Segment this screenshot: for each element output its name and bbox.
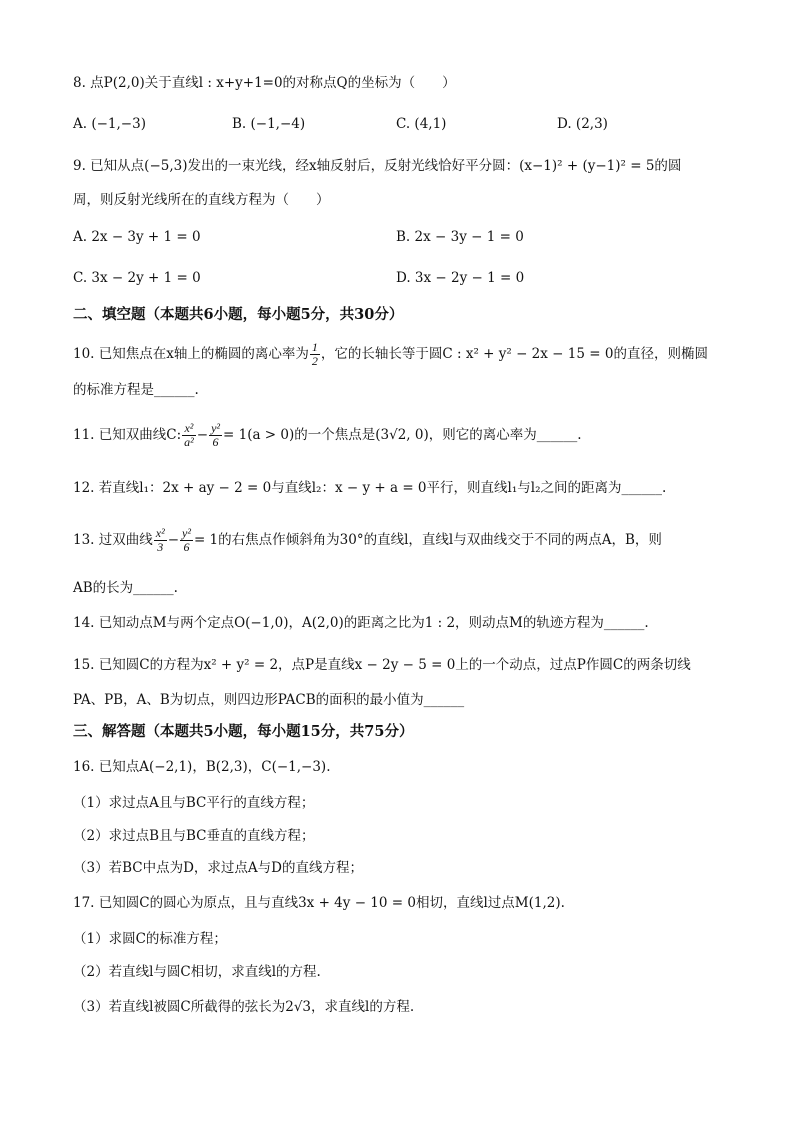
q9-option-d: D. 3x − 2y − 1 = 0 xyxy=(396,270,525,286)
q10-frac-num: 1 xyxy=(311,340,318,354)
q9-option-b: B. 2x − 3y − 1 = 0 xyxy=(396,229,524,245)
section-3-heading: 三、解答题（本题共5小题，每小题15分，共75分） xyxy=(73,723,414,740)
q15-line2: PA、PB，A、B为切点，则四边形PACB的面积的最小值为______ xyxy=(73,692,465,708)
q13-frac2-num: y² xyxy=(182,526,191,540)
q11-frac1-den: a² xyxy=(184,435,194,449)
q8-stem: 8. 点P(2,0)关于直线l : x+y+1=0的对称点Q的坐标为（ ） xyxy=(73,75,456,91)
q17-part-3: （3）若直线l被圆C所截得的弦长为2√3，求直线l的方程. xyxy=(73,999,415,1015)
q11-frac2-den: 6 xyxy=(212,435,219,449)
q12-line: 12. 若直线l₁：2x + ay − 2 = 0与直线l₂：x − y + a = 0平行，则直线l₁与l₂之间的距离为______. xyxy=(73,480,667,496)
q11-frac2-num: y² xyxy=(211,421,220,435)
q11-line xyxy=(73,420,582,450)
q15-line1: 15. 已知圆C的方程为x² + y² = 2，点P是直线x − 2y − 5 = 0上的一个动点，过点P作圆C的两条切线 xyxy=(73,657,691,673)
q13-line1 xyxy=(73,525,662,555)
q16-part-2: （2）求过点B且与BC垂直的直线方程； xyxy=(73,828,315,844)
q16-part-1: （1）求过点A且与BC平行的直线方程； xyxy=(73,795,315,811)
q11-fraction-1 xyxy=(182,422,196,449)
q11-fraction-2 xyxy=(209,422,222,449)
q11-frac1-num: x² xyxy=(182,422,196,436)
q17-part-1: （1）求圆C的标准方程； xyxy=(73,931,227,947)
q9-stem-line2: 周，则反射光线所在的直线方程为（ ） xyxy=(73,192,330,208)
section-2-heading: 二、填空题（本题共6小题，每小题5分，共30分） xyxy=(73,306,404,323)
q14-line: 14. 已知动点M与两个定点O(−1,0)，A(2,0)的距离之比为1 : 2，则动点M的轨迹方程为______. xyxy=(73,615,649,631)
q10-line1 xyxy=(73,341,708,368)
q9-option-a: A. 2x − 3y + 1 = 0 xyxy=(73,229,201,245)
q10-text-part1: 10. 已知焦点在x轴上的椭圆的离心率为 xyxy=(73,346,309,362)
q16-part-3: （3）若BC中点为D，求过点A与D的直线方程； xyxy=(73,860,363,876)
q11-text-part2: = 1(a > 0)的一个焦点是(3√2, 0)，则它的离心率为______. xyxy=(223,427,582,443)
q13-frac1-den: 3 xyxy=(157,540,164,554)
q13-text-part1: 13. 过双曲线 xyxy=(73,532,153,548)
q11-minus: − xyxy=(196,427,209,443)
q9-option-c: C. 3x − 2y + 1 = 0 xyxy=(73,270,201,286)
q13-text-part2: = 1的右焦点作倾斜角为30°的直线l，直线l与双曲线交于不同的两点A，B，则 xyxy=(193,532,662,548)
q10-frac-den: 2 xyxy=(311,354,318,368)
q9-stem-line1: 9. 已知从点(−5,3)发出的一束光线，经x轴反射后，反射光线恰好平分圆：(x−1)² + (y−1)² = 5的圆 xyxy=(73,158,682,174)
q17-stem: 17. 已知圆C的圆心为原点，且与直线3x + 4y − 10 = 0相切，直线l过点M(1,2). xyxy=(73,895,565,911)
q13-fraction-1 xyxy=(154,527,167,554)
q16-stem: 16. 已知点A(−2,1)，B(2,3)，C(−1,−3). xyxy=(73,759,331,775)
q13-minus: − xyxy=(167,532,180,548)
q8-option-a: A. (−1,−3) xyxy=(73,116,146,132)
q13-fraction-2 xyxy=(180,527,193,554)
q13-frac1-num: x² xyxy=(155,526,165,540)
q8-option-b: B. (−1,−4) xyxy=(232,116,306,132)
q10-fraction xyxy=(310,341,320,368)
q8-option-d: D. (2,3) xyxy=(557,116,608,132)
q13-frac2-den: 6 xyxy=(183,540,190,554)
q13-line2: AB的长为______. xyxy=(73,580,178,596)
q11-text-part1: 11. 已知双曲线C: xyxy=(73,427,182,443)
q10-text-part2: ，它的长轴长等于圆C : x² + y² − 2x − 15 = 0的直径，则椭圆 xyxy=(320,346,708,362)
q17-part-2: （2）若直线l与圆C相切，求直线l的方程. xyxy=(73,964,321,980)
q8-option-c: C. (4,1) xyxy=(396,116,447,132)
q10-line2: 的标准方程是______. xyxy=(73,382,199,398)
